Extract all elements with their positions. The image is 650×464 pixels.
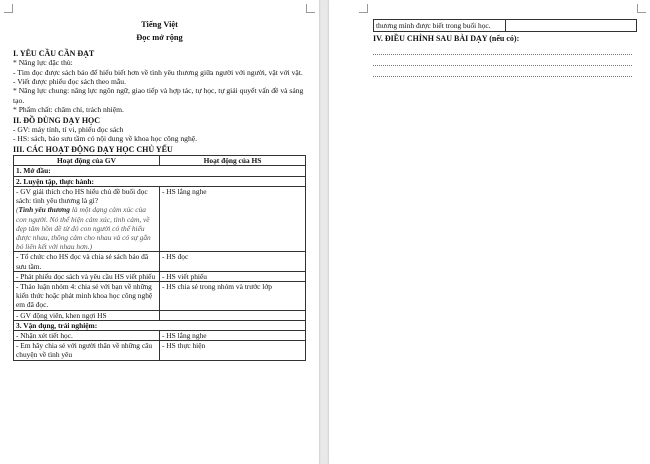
document-page-2 [329, 0, 650, 464]
page-2-content [373, 19, 636, 77]
section-heading-objectives[interactable]: I. YÊU CẦU CẦN ĐẠT [13, 48, 95, 58]
dotted-line[interactable] [373, 44, 632, 55]
table-row [14, 186, 306, 251]
note-text: là một dạng cảm xúc của con người. Nó thể hiện cảm xúc, tình cảm, về đẹp tâm hồn đề từ đó con người có thể hiểu được nhau, thông cảm cho nhau và có sự gắn bó liên kết với nhau hơn.) [16, 205, 151, 252]
table-cell[interactable] [160, 310, 306, 320]
paragraph[interactable]: - GV: máy tính, tí vi, phiếu đọc sách [13, 125, 124, 135]
paragraph[interactable]: - Viết được phiếu đọc sách theo mẫu. [13, 77, 126, 87]
margin-mark [306, 4, 315, 13]
section-heading-materials[interactable]: II. ĐỒ DÙNG DẠY HỌC [13, 115, 101, 125]
table-row [14, 176, 306, 186]
dotted-line[interactable] [373, 66, 632, 77]
cell-note: (Tình yêu thương là một dạng cảm xúc của con người. Nó thể hiện cảm xúc, tình cảm, về đẹp tâm hồn đề từ đó con người có thể hiểu được nhau, thông cảm cho nhau và có sự gắn bó liên kết với nhau hơn.) [16, 205, 151, 252]
header-teacher-activity[interactable]: Hoạt động của GV [14, 156, 160, 166]
paragraph[interactable]: * Năng lực đặc thù: [13, 58, 73, 68]
table-cell[interactable]: - HS thực hiện [160, 341, 306, 360]
lesson-title[interactable]: Đọc mở rộng [136, 33, 183, 43]
table-cell[interactable]: - HS đọc [160, 252, 306, 271]
table-cell[interactable]: - Tổ chức cho HS đọc và chia sẻ sách báo đã sưu tầm. [14, 252, 160, 271]
paragraph[interactable]: * Năng lực chung: năng lực ngôn ngữ, giao tiếp và hợp tác, tự học, tự giải quyết vấn đề và sáng tạo. [13, 86, 304, 105]
table-cell[interactable]: - Thảo luận nhóm 4: chia sẻ với bạn về những kiến thức hoặc phát minh khoa học công nghệ em đã đọc. [14, 281, 160, 310]
table-cell[interactable]: - Em hãy chia sẻ với người thân về những câu chuyện về tình yêu [14, 341, 160, 360]
table-cell[interactable]: - HS lắng nghe [160, 330, 306, 340]
table-section-label[interactable]: 2. Luyện tập, thực hành: [14, 176, 306, 186]
table-section-label[interactable]: 1. Mở đầu: [14, 166, 306, 176]
table-cell[interactable]: - HS viết phiếu [160, 271, 306, 281]
document-page-1 [0, 0, 319, 464]
table-section-label[interactable]: 3. Vận dụng, trải nghiệm: [14, 320, 306, 330]
table-row [14, 320, 306, 330]
activities-table-continued [373, 19, 637, 32]
section-heading-adjustments[interactable]: IV. ĐIỀU CHỈNH SAU BÀI DẠY (nếu có): [373, 34, 520, 44]
table-row [14, 166, 306, 176]
table-cell[interactable]: - HS lắng nghe [160, 186, 306, 251]
table-row [14, 310, 306, 320]
cell-text: - GV giải thích cho HS hiểu chủ đề buổi đọc sách: tình yêu thương là gì? [16, 186, 148, 206]
paragraph[interactable]: - HS: sách, báo sưu tầm có nội dung về khoa học công nghệ. [13, 134, 198, 144]
note-term: Tình yêu thương [18, 205, 70, 215]
table-cell[interactable] [505, 20, 637, 32]
table-row [374, 20, 637, 32]
dotted-line[interactable] [373, 55, 632, 66]
table-cell[interactable]: - HS chia sẻ trong nhóm và trước lớp [160, 281, 306, 310]
table-row [14, 252, 306, 271]
table-cell[interactable]: - Phát phiếu đọc sách và yêu cầu HS viết phiếu [14, 271, 160, 281]
table-cell[interactable]: thương mình được biết trong buổi học. [374, 20, 506, 32]
margin-mark [359, 4, 368, 13]
table-cell[interactable]: - GV động viên, khen ngợi HS [14, 310, 160, 320]
paragraph[interactable]: * Phẩm chất: chăm chỉ, trách nhiệm. [13, 105, 124, 115]
subject-title[interactable]: Tiếng Việt [141, 20, 178, 29]
paragraph[interactable]: - Tìm đọc được sách báo để hiểu biết hơn về tình yêu thương giữa người với người, vật với vật. [13, 67, 303, 77]
header-student-activity[interactable]: Hoạt động của HS [160, 156, 306, 166]
page-1-content [13, 20, 306, 361]
table-row [14, 341, 306, 360]
margin-mark [4, 4, 13, 13]
activities-table [13, 155, 306, 360]
table-row [14, 330, 306, 340]
table-row [14, 281, 306, 310]
section-heading-activities[interactable]: III. CÁC HOẠT ĐỘNG DẠY HỌC CHỦ YẾU [13, 144, 173, 154]
table-header-row [14, 156, 306, 166]
table-row [14, 271, 306, 281]
table-cell[interactable]: - Nhận xét tiết học. [14, 330, 160, 340]
margin-mark [637, 4, 646, 13]
table-cell[interactable] [14, 186, 160, 251]
